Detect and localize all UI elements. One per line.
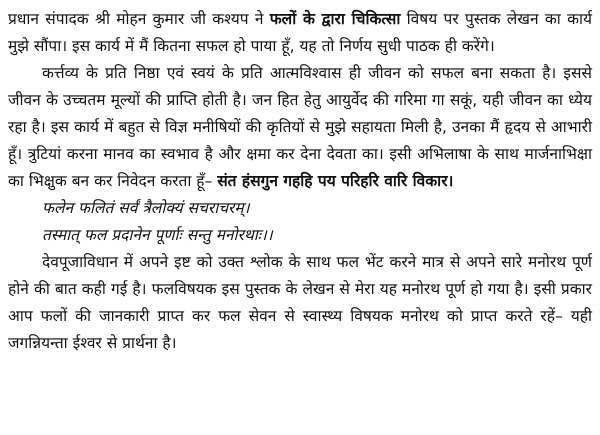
verse-line-1: फलेन फलितं सर्वं त्रैलोक्यं सचराचरम्। [42,199,250,217]
paragraph-worship-wish [8,249,592,357]
sanskrit-verse [8,195,592,249]
paragraph-editor-assignment [8,6,592,60]
paragraph-duty-gratitude [8,60,592,195]
book-title: फलों के द्वारा चिकित्सा [269,10,401,28]
paragraph1-text-before: प्रधान संपादक श्री मोहन कुमार जी कश्यप ने [8,10,270,28]
paragraph1-text-after: विषय पर पुस्तक लेखन का कार्य मुझे सौंपा। इस कार्य में मैं कितना सफल हो पाया हूँ, यह तो निर्णय सुधी पाठक ही करेंगे। [8,10,592,55]
paragraph3-text: देवपूजाविधान में अपने इष्ट को उक्त श्लोक के साथ फल भेंट करने मात्र से अपने सारे मनोरथ पूर्ण होने की बात कही गई है। फलविषयक इस पुस्तक के लेखन से मेरा यह मनोरथ पूर्ण हो गया है। इसी प्रकार आप फलों की जानकारी प्राप्त कर फल सेवन से स्वास्थ्य विषयक मनोरथ को प्राप्त करते रहें– यही जगन्नियन्ता ईश्वर से प्रार्थना है। [8,253,592,352]
paragraph2-text: कर्त्तव्य के प्रति निष्ठा एवं स्वयं के प्रति आत्मविश्वास ही जीवन को सफल बना सकता है। इससे जीवन के उच्चतम मूल्यों की प्राप्ति होती है। जन हित हेतु आयुर्वेद की गरिमा गा सकूं, यही जीवन का ध्येय रहा है। इस कार्य में बहुत से विज्ञ मनीषियों की कृतियों से मुझे सहायता मिली है, उनका मैं हृदय से आभारी हूँ। त्रुटियां करना मानव का स्वभाव है और क्षमा कर देना देवता का। इसी अभिलाषा के साथ मार्जनाभिक्षा का भिक्षुक बन कर निवेदन करता हूँ– [8,64,592,190]
verse-line-2: तस्मात् फल प्रदानेन पूर्णाः सन्तु मनोरथाः।। [42,226,273,244]
saint-quote: संत हंसगुन गहहि पय परिहरि वारि विकार। [217,172,454,190]
